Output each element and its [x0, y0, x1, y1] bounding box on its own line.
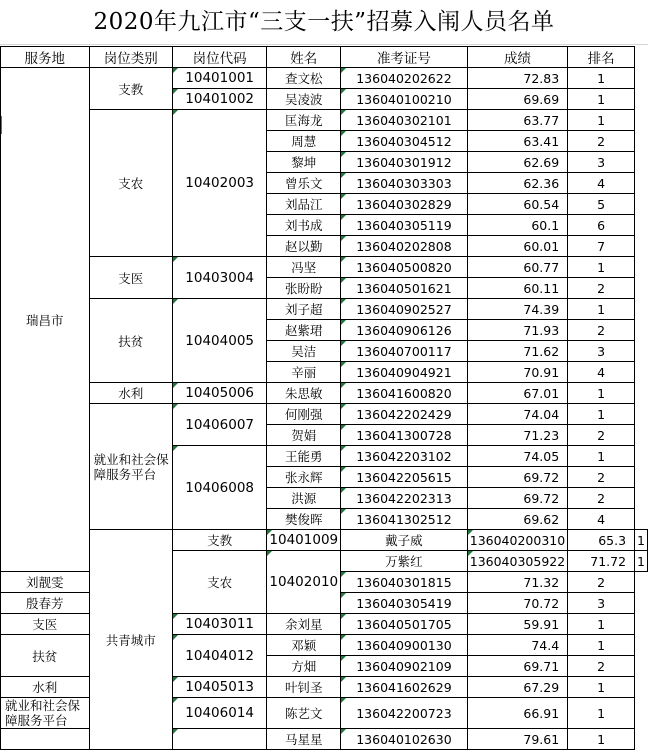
table-cell[interactable]: 1	[568, 257, 635, 278]
table-cell[interactable]: 72.83	[467, 68, 567, 89]
table-cell[interactable]: 1	[568, 729, 635, 750]
table-cell[interactable]: 136040303303	[341, 173, 468, 194]
table-cell[interactable]: 67.01	[467, 383, 567, 404]
table-cell[interactable]: 余刘星	[267, 614, 341, 635]
table-cell[interactable]: 60.77	[467, 257, 567, 278]
table-cell[interactable]: 71.23	[467, 425, 567, 446]
table-cell[interactable]: 吴凌波	[267, 89, 341, 110]
table-cell[interactable]: 2	[568, 320, 635, 341]
table-cell[interactable]: 60.01	[467, 236, 567, 257]
table-cell[interactable]: 136040305419	[341, 593, 468, 614]
table-cell[interactable]: 瑞昌市	[1, 68, 90, 572]
table-cell[interactable]: 71.93	[467, 320, 567, 341]
table-cell[interactable]: 10405013	[172, 677, 267, 698]
table-cell[interactable]: 支农	[89, 110, 172, 257]
table-cell[interactable]: 71.32	[467, 572, 567, 593]
table-cell[interactable]: 支教	[172, 530, 267, 551]
table-cell[interactable]: 冯坚	[267, 257, 341, 278]
table-cell[interactable]: 136041302512	[341, 509, 468, 530]
table-cell[interactable]: 扶贫	[89, 299, 172, 383]
table-cell[interactable]: 136040500820	[341, 257, 468, 278]
table-cell[interactable]: 就业和社会保障服务平台	[89, 404, 172, 530]
table-cell[interactable]: 70.91	[467, 362, 567, 383]
table-cell[interactable]: 查文松	[267, 68, 341, 89]
table-cell[interactable]: 136040200310	[467, 530, 567, 551]
header-exam-number: 准考证号	[341, 47, 468, 68]
header-rank: 排名	[568, 47, 635, 68]
table-cell[interactable]: 支医	[89, 257, 172, 299]
table-cell[interactable]: 1	[568, 698, 635, 729]
table-cell[interactable]: 136042202313	[341, 488, 468, 509]
table-cell[interactable]: 10401009	[267, 530, 341, 551]
header-score: 成绩	[467, 47, 567, 68]
table-cell[interactable]: 10405006	[172, 383, 267, 404]
table-cell[interactable]: 136041300728	[341, 425, 468, 446]
table-cell[interactable]: 63.77	[467, 110, 567, 131]
table-cell[interactable]: 辛丽	[267, 362, 341, 383]
table-cell[interactable]: 刘子超	[267, 299, 341, 320]
table-cell[interactable]: 4	[568, 173, 635, 194]
table-cell[interactable]: 69.72	[467, 467, 567, 488]
table-cell[interactable]: 136040100210	[341, 89, 468, 110]
header-row	[1, 47, 648, 68]
table-cell[interactable]: 2	[568, 425, 635, 446]
table-cell[interactable]: 曾乐文	[267, 173, 341, 194]
table-cell[interactable]: 2	[568, 572, 635, 593]
table-cell[interactable]: 黎坤	[267, 152, 341, 173]
table-cell[interactable]: 10402010	[267, 551, 341, 614]
table-cell[interactable]: 叶钊圣	[267, 677, 341, 698]
table-cell[interactable]: 1	[635, 530, 648, 551]
table-cell[interactable]: 6	[568, 215, 635, 236]
table-cell[interactable]: 3	[568, 593, 635, 614]
table-cell[interactable]: 4	[568, 509, 635, 530]
table-cell[interactable]: 69.72	[467, 488, 567, 509]
table-cell[interactable]: 水利	[1, 677, 90, 698]
table-cell[interactable]: 136040305922	[467, 551, 567, 572]
table-cell[interactable]: 方畑	[267, 656, 341, 677]
table-cell[interactable]: 赵紫珺	[267, 320, 341, 341]
table-cell[interactable]: 周慧	[267, 131, 341, 152]
table-cell[interactable]: 支教	[89, 68, 172, 110]
table-cell[interactable]: 1	[568, 89, 635, 110]
table-cell[interactable]: 136040501705	[341, 614, 468, 635]
table-cell[interactable]: 136040302829	[341, 194, 468, 215]
table-cell[interactable]: 136040304512	[341, 131, 468, 152]
table-cell[interactable]	[1, 729, 90, 750]
table-cell[interactable]: 136040700117	[341, 341, 468, 362]
table-cell[interactable]: 136042202429	[341, 404, 468, 425]
table-cell[interactable]: 7	[568, 236, 635, 257]
table-cell[interactable]: 10401001	[172, 68, 267, 89]
table-cell[interactable]: 2	[568, 278, 635, 299]
table-cell[interactable]: 71.62	[467, 341, 567, 362]
title-divider	[0, 44, 648, 45]
table-cell[interactable]	[172, 729, 267, 750]
table-cell[interactable]: 136042205615	[341, 467, 468, 488]
table-cell[interactable]: 就业和社会保障服务平台	[1, 698, 90, 729]
roster-table	[0, 46, 648, 750]
table-cell[interactable]: 136040102630	[341, 729, 468, 750]
table-cell[interactable]: 136040906126	[341, 320, 468, 341]
table-cell[interactable]: 10404005	[172, 299, 267, 383]
table-cell[interactable]: 2	[568, 467, 635, 488]
table-cell[interactable]: 74.05	[467, 446, 567, 467]
table-cell[interactable]: 万紫红	[341, 551, 468, 572]
table-cell[interactable]: 136041600820	[341, 383, 468, 404]
table-cell[interactable]: 支农	[172, 551, 267, 614]
table-cell[interactable]: 62.69	[467, 152, 567, 173]
table-cell[interactable]: 10403011	[172, 614, 267, 635]
table-cell[interactable]: 4	[568, 362, 635, 383]
table-cell[interactable]: 张盼盼	[267, 278, 341, 299]
table-cell[interactable]: 2	[568, 488, 635, 509]
table-cell[interactable]: 63.41	[467, 131, 567, 152]
table-cell[interactable]: 136040202808	[341, 236, 468, 257]
table-cell[interactable]: 74.4	[467, 635, 567, 656]
table-cell[interactable]: 1	[635, 551, 648, 572]
table-cell[interactable]: 1	[568, 68, 635, 89]
table-cell[interactable]: 5	[568, 194, 635, 215]
table-cell[interactable]: 136040301912	[341, 152, 468, 173]
table-cell[interactable]: 1	[568, 635, 635, 656]
table-cell[interactable]: 朱思敏	[267, 383, 341, 404]
table-cell[interactable]: 79.61	[467, 729, 567, 750]
table-cell[interactable]: 60.1	[467, 215, 567, 236]
table-cell[interactable]: 136040902527	[341, 299, 468, 320]
table-cell[interactable]: 10406014	[172, 698, 267, 729]
table-cell[interactable]: 59.91	[467, 614, 567, 635]
table-cell[interactable]: 张永辉	[267, 467, 341, 488]
table-cell[interactable]: 匡海龙	[267, 110, 341, 131]
table-cell[interactable]: 1	[568, 446, 635, 467]
table-cell[interactable]: 10406007	[172, 404, 267, 446]
table-cell[interactable]: 殷春芳	[1, 593, 90, 614]
table-cell[interactable]: 10404012	[172, 635, 267, 677]
table-cell[interactable]: 10401002	[172, 89, 267, 110]
table-cell[interactable]: 69.71	[467, 656, 567, 677]
table-cell[interactable]: 60.11	[467, 278, 567, 299]
table-cell[interactable]: 1	[568, 110, 635, 131]
table-cell[interactable]: 洪源	[267, 488, 341, 509]
table-cell[interactable]: 70.72	[467, 593, 567, 614]
roster-body	[1, 68, 648, 750]
header-post-code: 岗位代码	[172, 47, 267, 68]
table-cell[interactable]: 136040305119	[341, 215, 468, 236]
table-cell[interactable]: 74.04	[467, 404, 567, 425]
table-cell[interactable]: 戴子威	[341, 530, 468, 551]
table-cell[interactable]: 1	[568, 677, 635, 698]
table-cell[interactable]: 69.69	[467, 89, 567, 110]
table-cell[interactable]: 马星星	[267, 729, 341, 750]
table-cell[interactable]: 62.36	[467, 173, 567, 194]
table-cell[interactable]: 60.54	[467, 194, 567, 215]
table-cell[interactable]: 刘靓雯	[1, 572, 90, 593]
table-cell[interactable]: 66.91	[467, 698, 567, 729]
table-cell[interactable]: 136040301815	[341, 572, 468, 593]
table-cell[interactable]: 支医	[1, 614, 90, 635]
table-cell[interactable]: 71.72	[568, 551, 635, 572]
table-cell[interactable]: 水利	[89, 383, 172, 404]
table-cell[interactable]: 共青城市	[89, 530, 172, 750]
table-row	[1, 530, 648, 551]
table-cell[interactable]: 2	[568, 131, 635, 152]
header-post-category: 岗位类别	[89, 47, 172, 68]
header-name: 姓名	[267, 47, 341, 68]
table-row	[1, 257, 648, 278]
table-row	[1, 110, 648, 131]
table-cell[interactable]: 136042203102	[341, 446, 468, 467]
table-cell[interactable]: 136040902109	[341, 656, 468, 677]
table-cell[interactable]: 3	[568, 341, 635, 362]
table-cell[interactable]: 樊俊晖	[267, 509, 341, 530]
table-row	[1, 404, 648, 425]
table-cell[interactable]: 扶贫	[1, 635, 90, 677]
table-row	[1, 68, 648, 89]
table-cell[interactable]: 10402003	[172, 110, 267, 257]
table-cell[interactable]: 136040501621	[341, 278, 468, 299]
table-cell[interactable]: 136040904921	[341, 362, 468, 383]
table-cell[interactable]: 69.62	[467, 509, 567, 530]
table-cell[interactable]: 吴洁	[267, 341, 341, 362]
table-row	[1, 299, 648, 320]
table-row	[1, 383, 648, 404]
table-cell[interactable]: 刘书成	[267, 215, 341, 236]
header-service-area: 服务地	[1, 47, 90, 68]
table-cell[interactable]: 1	[568, 299, 635, 320]
table-cell[interactable]: 刘品江	[267, 194, 341, 215]
table-cell[interactable]: 何刚强	[267, 404, 341, 425]
table-cell[interactable]: 王能勇	[267, 446, 341, 467]
table-cell[interactable]: 1	[568, 404, 635, 425]
table-cell[interactable]: 贺娟	[267, 425, 341, 446]
page-title: 2020年九江市“三支一扶”招募入闱人员名单	[93, 9, 555, 35]
table-cell[interactable]: 136040202622	[341, 68, 468, 89]
table-cell[interactable]: 10403004	[172, 257, 267, 299]
table-cell[interactable]: 10406008	[172, 446, 267, 530]
table-cell[interactable]: 1	[568, 614, 635, 635]
table-cell[interactable]: 邓颖	[267, 635, 341, 656]
table-cell[interactable]: 74.39	[467, 299, 567, 320]
table-cell[interactable]: 赵以勤	[267, 236, 341, 257]
table-cell[interactable]: 67.29	[467, 677, 567, 698]
table-cell[interactable]: 1	[568, 383, 635, 404]
table-cell[interactable]: 2	[568, 656, 635, 677]
table-cell[interactable]: 65.3	[568, 530, 635, 551]
table-cell[interactable]: 136041602629	[341, 677, 468, 698]
table-cell[interactable]: 3	[568, 152, 635, 173]
table-cell[interactable]: 136040900130	[341, 635, 468, 656]
table-cell[interactable]: 陈艺文	[267, 698, 341, 729]
table-cell[interactable]: 136042200723	[341, 698, 468, 729]
table-cell[interactable]: 136040302101	[341, 110, 468, 131]
